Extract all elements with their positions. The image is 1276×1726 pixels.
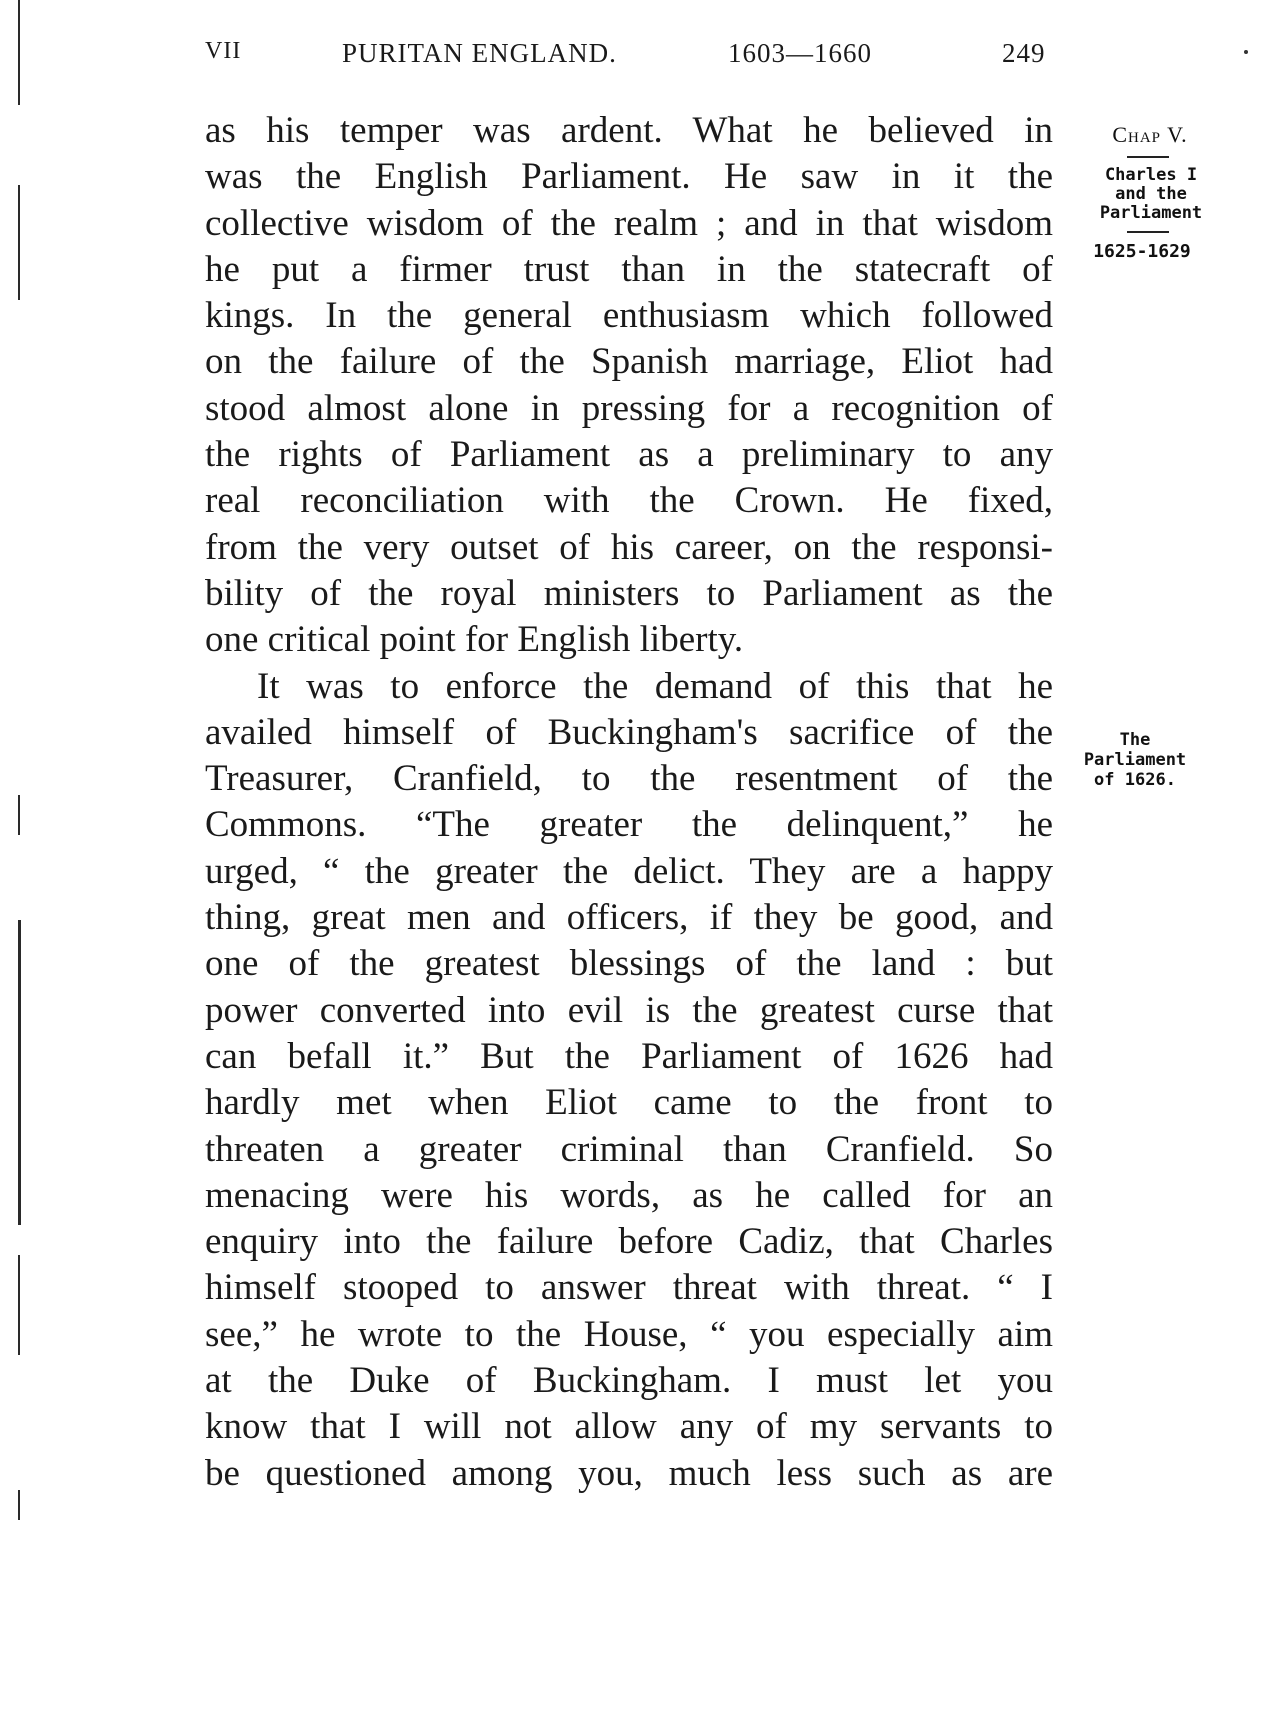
- scan-dot: [1244, 50, 1248, 54]
- text-line: thing, great men and officers, if they be good, and: [205, 897, 1053, 939]
- text-line: one critical point for English liberty.: [205, 619, 744, 661]
- scan-edge-mark: [18, 185, 20, 300]
- text-line: from the very outset of his career, on the responsi-: [205, 526, 1053, 568]
- text-line: real reconciliation with the Crown. He fixed,: [205, 480, 1053, 522]
- page-number: 249: [1002, 38, 1046, 68]
- text-line: as his temper was ardent. What he believed in: [205, 110, 1053, 151]
- margin-chap: Chap V.: [1112, 122, 1188, 147]
- body-text: [205, 108, 1053, 1497]
- text-line: kings. In the general enthusiasm which followed: [205, 295, 1053, 337]
- margin-note1-line3: Parliament: [1099, 203, 1203, 223]
- text-line: stood almost alone in pressing for a recognition of: [205, 387, 1053, 429]
- text-line: menacing were his words, as he called for an: [205, 1174, 1053, 1216]
- text-line: Commons. “The greater the delinquent,” he: [205, 804, 1053, 846]
- scan-edge-mark: [18, 0, 20, 105]
- text-line: urged, “ the greater the delict. They are a happy: [205, 850, 1053, 892]
- running-header: [205, 38, 1055, 78]
- text-line: the rights of Parliament as a preliminary to any: [205, 434, 1053, 476]
- text-line: on the failure of the Spanish marriage, Eliot had: [205, 341, 1053, 383]
- text-line: threaten a greater criminal than Cranfield. So: [205, 1128, 1053, 1170]
- text-line: bility of the royal ministers to Parliament as the: [205, 572, 1053, 614]
- margin-note1-line2: and the: [1115, 184, 1187, 204]
- text-line: collective wisdom of the realm ; and in that wisdom: [205, 202, 1053, 244]
- margin-note1-line1: Charles I: [1104, 165, 1198, 185]
- text-line: was the English Parliament. He saw in it the: [205, 156, 1053, 198]
- text-line: be questioned among you, much less such as are: [205, 1452, 1053, 1494]
- margin-note2-line2: Parliament: [1083, 750, 1187, 770]
- text-line: can befall it.” But the Parliament of 1626 had: [205, 1035, 1053, 1077]
- text-line: one of the greatest blessings of the land : but: [205, 943, 1053, 985]
- scan-edge-mark: [18, 920, 21, 1225]
- text-line: hardly met when Eliot came to the front to: [205, 1082, 1053, 1124]
- text-line: know that I will not allow any of my servants to: [205, 1406, 1053, 1448]
- text-line: at the Duke of Buckingham. I must let you: [205, 1360, 1053, 1402]
- margin-rule: [1127, 156, 1169, 158]
- margin-years: 1625-1629: [1093, 241, 1191, 262]
- margin-note-parliament-1626: [1075, 730, 1195, 790]
- scan-edge-mark: [18, 1490, 20, 1520]
- text-line: enquiry into the failure before Cadiz, that Charles: [205, 1221, 1053, 1263]
- margin-note-chapter: [1085, 122, 1215, 262]
- header-title: PURITAN ENGLAND.: [342, 38, 617, 68]
- text-line: himself stooped to answer threat with threat. “ I: [205, 1267, 1053, 1309]
- header-chapter: VII: [205, 38, 242, 64]
- text-line: power converted into evil is the greatest curse that: [205, 989, 1053, 1031]
- header-dates: 1603—1660: [728, 38, 872, 68]
- text-line: he put a firmer trust than in the statecraft of: [205, 248, 1053, 290]
- margin-rule: [1127, 231, 1169, 233]
- text-line: Treasurer, Cranfield, to the resentment of the: [205, 758, 1053, 800]
- margin-note2-line1: The: [1119, 730, 1151, 750]
- scan-edge-mark: [18, 795, 20, 835]
- margin-note2-line3: of 1626.: [1094, 770, 1176, 790]
- text-line: see,” he wrote to the House, “ you especially aim: [205, 1313, 1053, 1355]
- scan-edge-mark: [18, 1255, 20, 1355]
- text-line: It was to enforce the demand of this that he: [257, 665, 1053, 707]
- text-line: availed himself of Buckingham's sacrifice of the: [205, 711, 1053, 753]
